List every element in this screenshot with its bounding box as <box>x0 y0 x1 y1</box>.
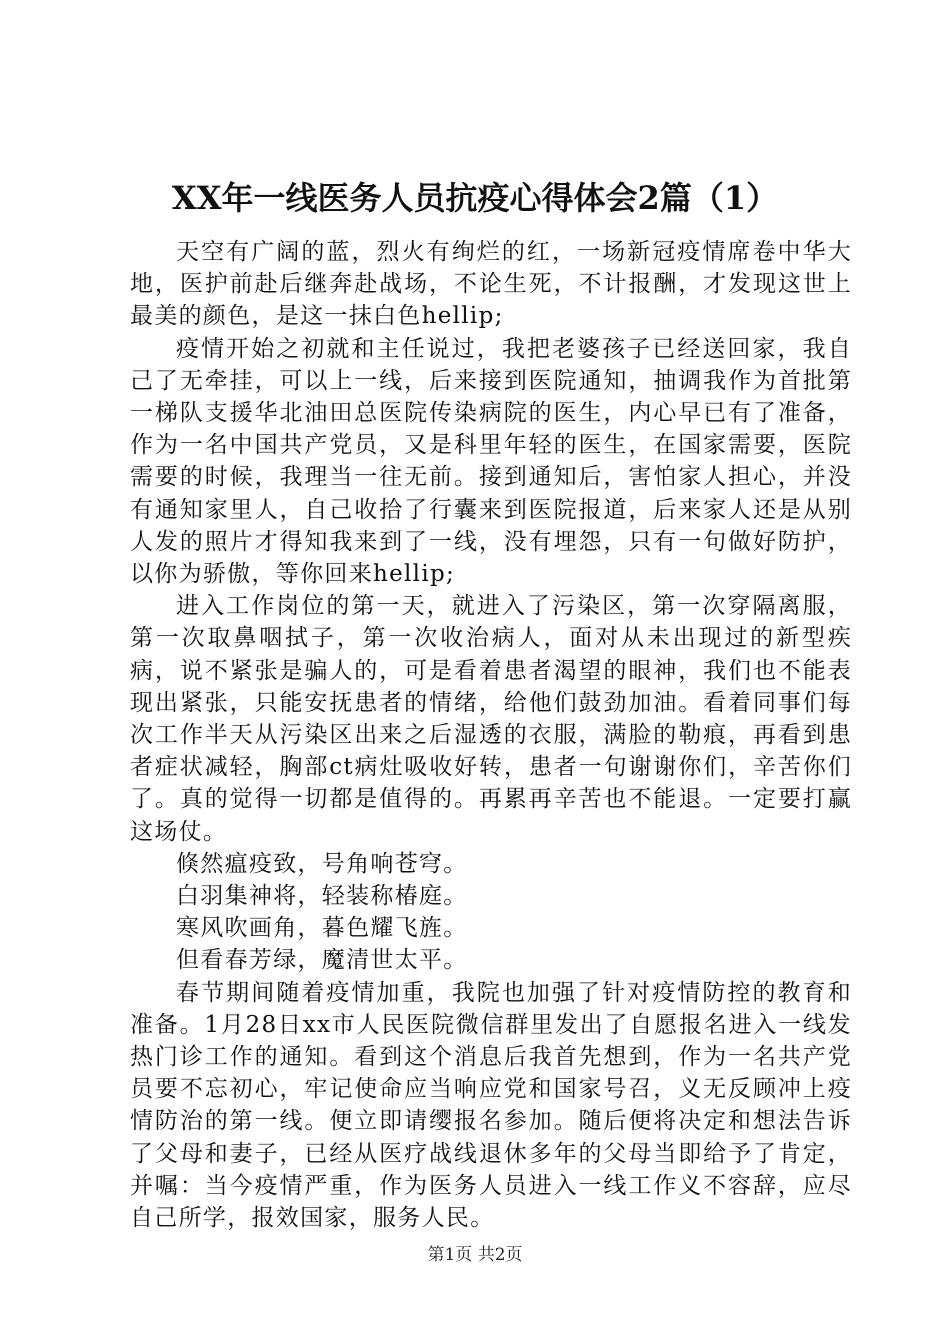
poem-line: 但看春芳绿，魔清世太平。 <box>176 947 468 974</box>
body-paragraph: 春节期间随着疫情加重，我院也加强了针对疫情防控的教育和准备。1月28日xx市人民医院微信群里发出了自愿报名进入一线发热门诊工作的通知。看到这个消息后我首先想到，作为一名共产党员要不忘初心，牢记使命应当响应党和国家号召，义无反顾冲上疫情防治的第一线。便立即请缨报名参加。随后便将决定和想法告诉了父母和妻子，已经从医疗战线退休多年的父母当即给予了肯定，并嘱：当今疫情严重，作为医务人员进入一线工作义不容辞，应尽自己所学，报效国家，服务人民。 <box>130 979 852 1232</box>
body-paragraph: 进入工作岗位的第一天，就进入了污染区，第一次穿隔离服，第一次取鼻咽拭子，第一次收治病人，面对从未出现过的新型疾病，说不紧张是骗人的，可是看着患者渴望的眼神，我们也不能表现出紧张，只能安抚患者的情绪，给他们鼓劲加油。看着同事们每次工作半天从污染区出来之后湿透的衣服，满脸的勒痕，再看到患者症状减轻，胸部ct病灶吸收好转，患者一句谢谢你们，辛苦你们了。真的觉得一切都是值得的。再累再辛苦也不能退。一定要打赢这场仗。 <box>130 593 852 845</box>
document-body <box>130 236 852 1234</box>
body-paragraph: 疫情开始之初就和主任说过，我把老婆孩子已经送回家，我自己了无牵挂，可以上一线，后来接到医院通知，抽调我作为首批第一梯队支援华北油田总医院传染病院的医生，内心早已有了准备，作为一名中国共产党员，又是科里年轻的医生，在国家需要，医院需要的时候，我理当一往无前。接到通知后，害怕家人担心，并没有通知家里人，自己收拾了行囊来到医院报道，后来家人还是从别人发的照片才得知我来到了一线，没有埋怨，只有一句做好防护，以你为骄傲，等你回来hellip; <box>130 335 852 588</box>
poem-line: 白羽集神将，轻装称椿庭。 <box>176 883 468 910</box>
body-paragraph: 天空有广阔的蓝，烈火有绚烂的红，一场新冠疫情席卷中华大地，医护前赴后继奔赴战场，不论生死，不计报酬，才发现这世上最美的颜色，是这一抹白色hellip; <box>130 239 852 330</box>
poem-line: 寒风吹画角，暮色耀飞旌。 <box>176 915 468 942</box>
page-number-footer: 第1页 共2页 <box>427 1245 523 1265</box>
document-title: XX年一线医务人员抗疫心得体会2篇（1） <box>171 179 779 217</box>
poem-line: 倏然瘟疫致，号角响苍穹。 <box>176 850 468 877</box>
